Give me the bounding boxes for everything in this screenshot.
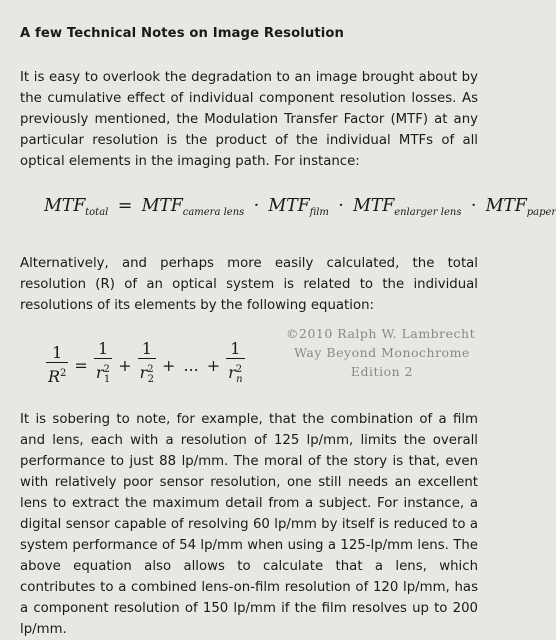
watermark-book-title: Way Beyond Monochrome bbox=[294, 345, 470, 360]
multiply-dot: · bbox=[253, 196, 260, 216]
copyright-watermark bbox=[282, 324, 482, 381]
page-heading: A few Technical Notes on Image Resolution bbox=[20, 26, 345, 41]
mtf-term-camera-lens: $MTF_{camera lens}$ bbox=[141, 196, 245, 218]
mtf-term-film: $MTF_{film}$ bbox=[268, 196, 329, 218]
watermark-edition: Edition 2 bbox=[350, 364, 414, 379]
plus-sign: + bbox=[162, 355, 176, 375]
ellipsis: ... bbox=[183, 355, 199, 375]
plus-sign: + bbox=[118, 355, 132, 375]
watermark-copyright: ©2010 Ralph W. Lambrecht bbox=[286, 326, 476, 341]
plus-sign: + bbox=[206, 355, 221, 375]
fraction-r2: $\frac{1}{r^2_2}$ bbox=[138, 340, 156, 390]
multiply-dot: · bbox=[338, 196, 344, 216]
paragraph-conclusion: It is sobering to note, for example, that the combination of a film and lens, each with a resolution of 125 lp/mm, limits the overall performance to just 88 lp/mm. The moral of the story is that, even with relatively poor sensor resolution, one still needs an excellent lens to extract the maximum detail from a subject. For instance, a digital sensor capable of resolving 60 lp/mm by itself is reduced to a system performance of 54 lp/mm when using a 125-lp/mm lens. The above equation also allows to calculate that a lens, which contributes to a combined lens-on-film resolution of 120 lp/mm, has a component resolution of 150 lp/mm if the film resolves up to 200 lp/mm. bbox=[20, 412, 478, 637]
equals-sign: = bbox=[117, 196, 133, 216]
multiply-dot: · bbox=[470, 196, 477, 216]
fraction-rn: $\frac{1}{r^2_n}$ bbox=[226, 340, 244, 390]
fraction-r1: $\frac{1}{r^2_1}$ bbox=[94, 340, 112, 390]
mtf-term-enlarger-lens: $MTF_{enlarger lens}$ bbox=[353, 196, 462, 218]
mtf-lhs: $MTF_{total}$ bbox=[44, 196, 109, 218]
paragraph-intro: It is easy to overlook the degradation to an image brought about by the cumulative effect of individual component resolution losses. As previously mentioned, the Modulation Transfer Factor (MTF) at any particular resolution is the product of the individual MTFs of all optical elements in the imaging path. For instance: bbox=[20, 70, 478, 169]
mtf-equation bbox=[44, 196, 556, 218]
resolution-equation bbox=[44, 340, 247, 390]
paragraph-resolution: Alternatively, and perhaps more easily calculated, the total resolution (R) of an optical system is related to the individual resolutions of its elements by the following equation: bbox=[20, 256, 478, 313]
mtf-term-paper: $MTF_{paper}$ bbox=[485, 196, 556, 218]
fraction-total: $\frac{1}{R^2}$ bbox=[48, 342, 67, 386]
equals-sign: = bbox=[74, 355, 88, 375]
